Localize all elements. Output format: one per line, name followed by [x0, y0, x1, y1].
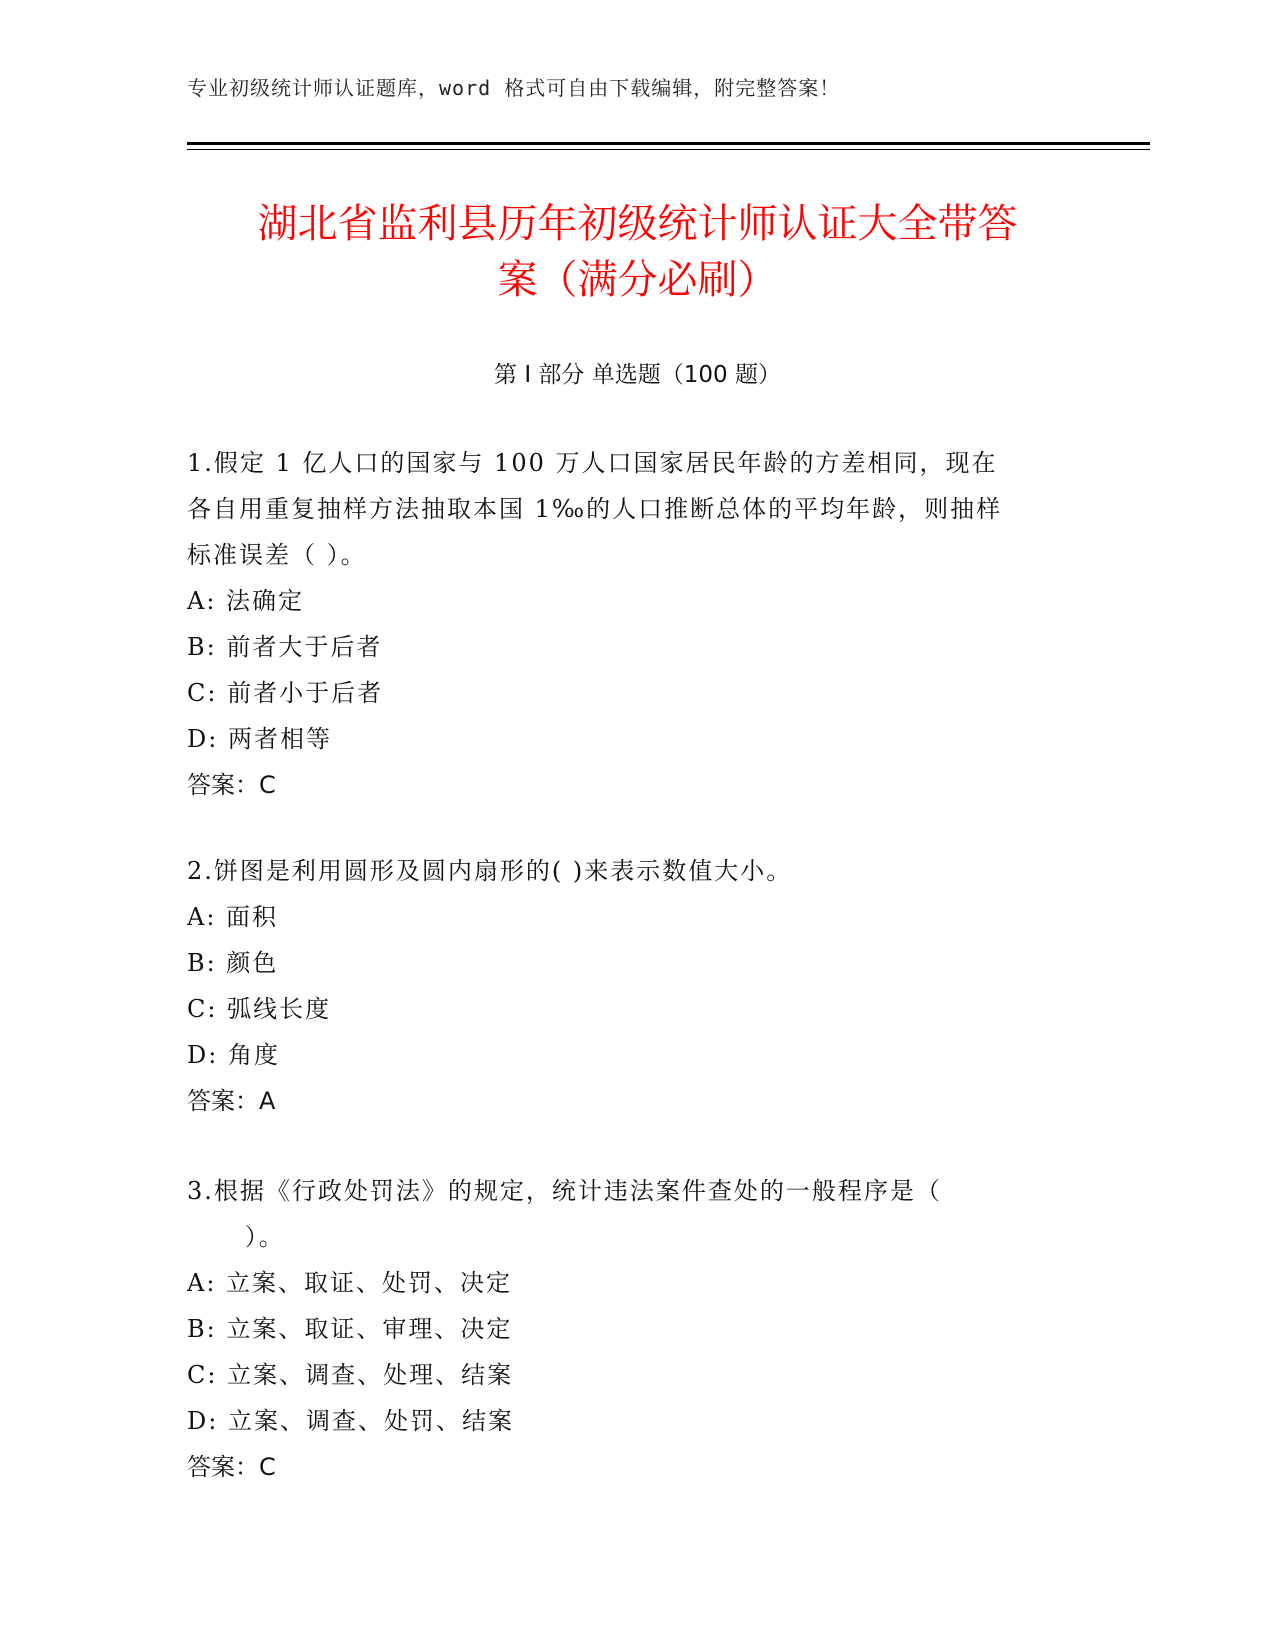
- question-stem-line: 3.根据《行政处罚法》的规定，统计违法案件查处的一般程序是（: [187, 1177, 942, 1205]
- option-b: B: 立案、取证、审理、决定: [187, 1315, 513, 1343]
- option-b: B: 前者大于后者: [187, 633, 383, 661]
- answer: 答案：C: [187, 771, 276, 799]
- question-1: [187, 440, 1087, 808]
- header-rule-thin: [187, 149, 1150, 150]
- section-heading: 第 I 部分 单选题（100 题）: [494, 362, 781, 388]
- question-stem-line: 2.饼图是利用圆形及圆内扇形的( )来表示数值大小。: [187, 857, 793, 885]
- header-note: 专业初级统计师认证题库，word 格式可自由下载编辑，附完整答案！: [187, 76, 841, 100]
- option-c: C: 前者小于后者: [187, 679, 384, 707]
- question-2: [187, 848, 1087, 1124]
- option-c: C: 弧线长度: [187, 995, 332, 1023]
- document-title-line-1: 湖北省监利县历年初级统计师认证大全带答: [257, 201, 1018, 247]
- question-3: [187, 1168, 1087, 1490]
- question-stem-line: ）。: [187, 1223, 285, 1251]
- answer: 答案：C: [187, 1453, 276, 1481]
- header-rule-thick: [187, 142, 1150, 145]
- question-stem-line: 标准误差（ ）。: [187, 541, 367, 569]
- option-a: A: 面积: [187, 903, 279, 931]
- option-a: A: 立案、取证、处罚、决定: [187, 1269, 513, 1297]
- option-d: D: 两者相等: [187, 725, 332, 753]
- question-stem-line: 各自用重复抽样方法抽取本国 1‰的人口推断总体的平均年龄，则抽样: [187, 495, 1003, 523]
- option-b: B: 颜色: [187, 949, 279, 977]
- document-title-line-2: 案（满分必刷）: [497, 257, 778, 303]
- question-stem-line: 1.假定 1 亿人口的国家与 100 万人口国家居民年龄的方差相同，现在: [187, 449, 998, 477]
- answer: 答案：A: [187, 1087, 276, 1115]
- option-d: D: 角度: [187, 1041, 280, 1069]
- option-c: C: 立案、调查、处理、结案: [187, 1361, 514, 1389]
- option-a: A: 法确定: [187, 587, 305, 615]
- option-d: D: 立案、调查、处罚、结案: [187, 1407, 514, 1435]
- document-title: [150, 196, 1125, 308]
